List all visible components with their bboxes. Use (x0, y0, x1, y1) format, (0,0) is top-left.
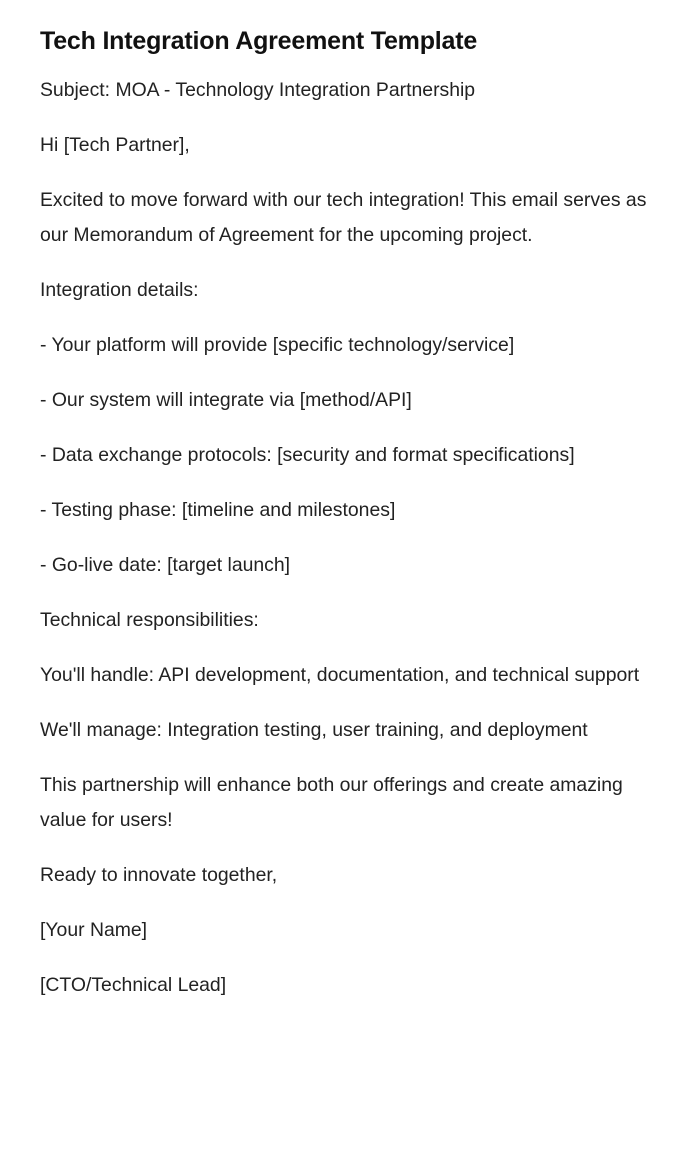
subject-line: Subject: MOA - Technology Integration Partnership (40, 79, 476, 101)
sign-off: Ready to innovate together, (40, 864, 278, 886)
integration-item-provide: - Your platform will provide [specific technology/service] (40, 334, 515, 356)
document-title: Tech Integration Agreement Template (40, 27, 478, 55)
responsibility-you: You'll handle: API development, documentation, and technical support (40, 664, 640, 686)
closing-paragraph: This partnership will enhance both our offerings and create amazing value for users! (40, 774, 623, 831)
integration-heading: Integration details: (40, 279, 199, 301)
integration-item-go-live: - Go-live date: [target launch] (40, 554, 291, 576)
responsibility-we: We'll manage: Integration testing, user training, and deployment (40, 719, 588, 741)
responsibilities-heading: Technical responsibilities: (40, 609, 259, 631)
integration-item-integrate: - Our system will integrate via [method/API] (40, 389, 412, 411)
integration-item-testing: - Testing phase: [timeline and milestones] (40, 499, 396, 521)
document-body (40, 73, 660, 1003)
intro-paragraph: Excited to move forward with our tech integration! This email serves as our Memorandum of Agreement for the upcoming project. (40, 189, 647, 246)
signature-title: [CTO/Technical Lead] (40, 974, 227, 996)
signature-name: [Your Name] (40, 919, 148, 941)
greeting: Hi [Tech Partner], (40, 134, 190, 156)
integration-item-protocols: - Data exchange protocols: [security and format specifications] (40, 444, 575, 466)
